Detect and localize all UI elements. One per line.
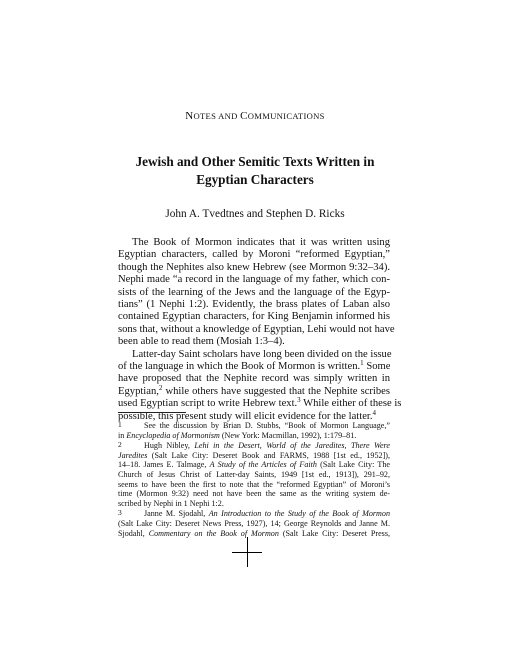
footnote-text: 14–18. James E. Talmage, [118, 460, 210, 470]
footnote-3-line: (Salt Lake City: Deseret News Press, 1927), 14; George Reynolds and Janne M. [118, 518, 390, 528]
footnote-number: 2 [118, 440, 122, 450]
crop-mark-vertical [247, 537, 248, 567]
footnote-text: (Salt Lake City: Deseret Press, [278, 528, 391, 538]
footnote-italic-title: Commentary on the Book of Mormon [148, 528, 279, 538]
footnote-ref-3: 3 [297, 396, 301, 405]
body-line: though the Nephites also knew Hebrew (see Mormon 9:32–34). [118, 261, 390, 273]
body-line: Latter-day Saint scholars have long been divided on the issue [132, 348, 392, 360]
body-line-text: possible, this present study will elicit evidence for the latter. [118, 410, 373, 422]
footnote-italic-title: Lehi in the Desert, World of the Jaredites, There Were [194, 441, 390, 451]
footnote-text: (New York: Macmillan, 1992), 1:179–81. [219, 430, 357, 440]
section-label [0, 110, 510, 122]
footnote-text: (Salt Lake City: Deseret Book and FARMS, 1988 [1st ed., 1952]), [147, 450, 390, 460]
body-line-text: Egyptian, [118, 385, 159, 397]
footnote-number: 1 [118, 420, 122, 429]
footnote-1-line [118, 420, 390, 431]
footnote-italic-title: A Study of the Articles of Faith [209, 460, 317, 470]
body-line: sons that, without a knowledge of Egyptian, Lehi would not have [118, 323, 395, 335]
footnote-ref-1: 1 [360, 359, 364, 368]
body-line-text: used Egyptian script to write Hebrew text. [118, 398, 298, 410]
body-line: tians” (1 Nephi 1:2). Evidently, the brass plates of Laban also [118, 299, 390, 311]
footnotes [118, 420, 390, 538]
footnote-2-line: scribed by Nephi in 1 Nephi 1:2. [118, 498, 224, 508]
section-label-part-1: OTES AND [193, 111, 241, 121]
footnote-italic-title: Encyclopedia of Mormonism [126, 430, 220, 440]
footnote-1-line [118, 431, 390, 441]
footnote-number: 3 [118, 508, 122, 518]
article-title [110, 153, 400, 189]
footnote-2-line: Church of Jesus Christ of Latter-day Saints, 1949 [1st ed., 1913]), 291–92, [118, 469, 390, 479]
body-line: Nephi made “a record in the language of my father, which con- [118, 274, 390, 286]
body-line: The Book of Mormon indicates that it was written using [132, 237, 390, 248]
footnote-separator [118, 412, 186, 413]
body-line: sists of the learning of the Jews and the language of the Egyp- [118, 286, 390, 298]
footnote-text: Sjodahl, [118, 528, 149, 538]
footnote-2-line: time (Mormon 9:32) need not have been the same as the writing system de- [118, 489, 390, 499]
body-line-text: While either of these is [300, 398, 402, 410]
body-line-text: of the language in which the Book of Mormon is written. [118, 361, 361, 373]
footnote-2-line [118, 451, 390, 461]
footnote-text: Hugh Nibley, [144, 441, 195, 451]
body-line: have proposed that the Nephite record was simply written in [118, 373, 390, 385]
section-label-part-2: OMMUNICATIONS [247, 111, 325, 121]
article-body [118, 237, 402, 423]
section-label-initial-1: N [185, 110, 194, 122]
footnote-ref-2: 2 [158, 383, 163, 392]
footnote-text: in [118, 430, 127, 440]
body-line-with-note [118, 361, 390, 373]
footnote-3-line [118, 529, 390, 539]
footnote-italic-title: An Introduction to the Study of the Book of Mormon [208, 509, 390, 519]
body-line-text: Some [366, 361, 391, 373]
footnote-2-line [118, 440, 390, 451]
body-line-text: while others have suggested that the Nephite scribes [162, 385, 390, 397]
body-line: contained Egyptian characters, for King Benjamin informed his [118, 311, 390, 323]
article-title-line-2: Egyptian Characters [196, 172, 314, 187]
footnote-italic-title: Jaredites [118, 450, 148, 460]
body-line: Egyptian characters, called by Moroni “reformed Egyptian,” [118, 249, 390, 261]
body-line: been able to read them (Mosiah 1:3–4). [118, 336, 285, 348]
footnote-2-line [118, 460, 390, 470]
footnote-ref-4: 4 [372, 408, 376, 417]
footnote-2-line: seems to have been the first to note that the “reformed Egyptian” of Moroni’s [118, 479, 390, 489]
article-authors: John A. Tvedtnes and Stephen D. Ricks [165, 208, 345, 220]
body-line-with-note [118, 383, 390, 398]
footnote-3-line [118, 508, 390, 519]
footnote-text: Janne M. Sjodahl, [144, 509, 209, 519]
body-line-with-note [118, 396, 402, 410]
footnote-text: (Salt Lake City: The [316, 460, 390, 470]
section-label-initial-2: C [240, 110, 248, 122]
article-title-line-1: Jewish and Other Semitic Texts Written in [135, 154, 375, 169]
footnote-text: See the discussion by Brian D. Stubbs, “Book of Mormon Language,” [144, 421, 390, 430]
